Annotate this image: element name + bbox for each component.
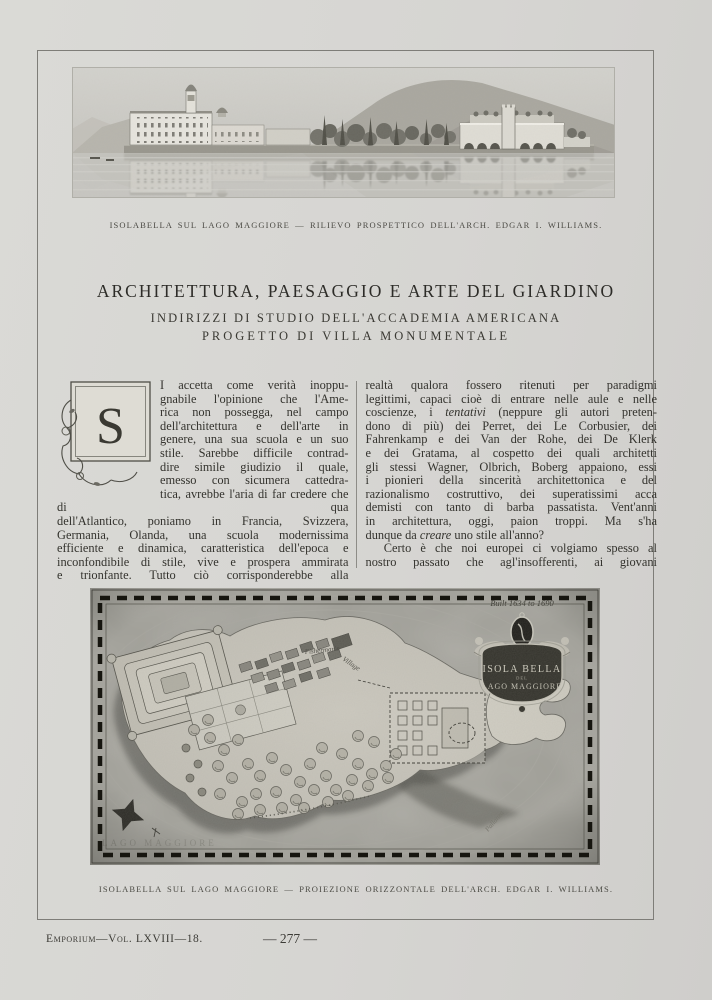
- text-line: gli stessi Wagner, Olbrich, Boberg appaiono, essi: [365, 459, 657, 474]
- panorama-illustration: [72, 67, 615, 198]
- text-line: realtà qualora fossero ritenuti per paradigmi: [365, 378, 657, 392]
- text-line: stile. Sarebbe difficile contrad-: [160, 445, 349, 460]
- text-line: emesso con sicumera cattedra-: [160, 473, 349, 488]
- text-line: Germania, Olanda, una scuola modernissima: [57, 527, 349, 542]
- text-line: genere, una sua scuola e un suo: [160, 432, 349, 447]
- plan-figure-caption: ISOLABELLA SUL LAGO MAGGIORE — PROIEZIONE ORIZZONTALE DELL'ARCH. EDGAR I. WILLIAMS.: [98, 884, 614, 894]
- top-figure-caption: ISOLABELLA SUL LAGO MAGGIORE — RILIEVO PROSPETTICO DELL'ARCH. EDGAR I. WILLIAMS.: [109, 220, 603, 230]
- text-line: tica, avrebbe l'aria di far credere che di qua: [57, 486, 352, 515]
- text-line: i pionieri della sincerità architettonica e del: [365, 473, 657, 488]
- text-line: e dei Gratama, al cospetto dei quali architetti: [365, 445, 657, 460]
- text-line: dell'Atlantico, poniamo in Francia, Svizzera,: [57, 513, 349, 528]
- text-line: legittimi, capaci cioè di entrare nelle aule e nelle: [365, 391, 657, 406]
- right-column: [366, 379, 658, 583]
- text-line: dire simile giudizio il quale,: [160, 459, 349, 474]
- island-plan-drawing: [90, 588, 600, 865]
- text-line: dell'architettura e dell'arte in: [160, 418, 349, 433]
- right-column-lines: [366, 379, 658, 569]
- footer-volume: Emporium—Vol. LXVIII—18.: [46, 933, 203, 945]
- text-line: rica non possegga, nel campo: [160, 405, 349, 420]
- text-line: e trionfante. Tutto ciò corrisponderebbe alla: [57, 568, 349, 583]
- text-line: nostro passato che agl'insofferenti, ai giovani: [365, 554, 657, 569]
- text-line: dunque da creare uno stile all'anno?: [365, 527, 545, 542]
- text-line: in architettura, oggi, paion troppi. Ma s'ha: [365, 513, 657, 528]
- ornamental-initial: [57, 380, 152, 488]
- article-title: ARCHITETTURA, PAESAGGIO E ARTE DEL GIARDINO: [96, 281, 616, 301]
- text-line: Fahrenkamp e dei Van der Rohe, dei De Klerk: [365, 432, 657, 447]
- text-line: Certo è che noi europei ci volgiamo spesso al: [365, 541, 657, 556]
- text-line: I accetta come verità inoppu-: [160, 378, 349, 392]
- island-plan-illustration: [90, 588, 600, 865]
- text-line: efficiente e dinamica, caratteristica dell'epoca e: [57, 541, 349, 556]
- footer-page-number: — 277 —: [263, 931, 317, 946]
- left-column: [57, 378, 352, 583]
- text-line: demisti con tanto di barba passatista. Vent'anni: [365, 500, 657, 515]
- article-body: [57, 379, 657, 583]
- text-line: razionalismo costruttivo, dei superatissimi acca: [365, 486, 657, 501]
- text-line: coscienze, i tentativi (neppure gli autori preten-: [365, 405, 658, 420]
- text-line: gnabile l'opinione che l'Ame-: [160, 391, 349, 406]
- article-subtitle-1: INDIRIZZI DI STUDIO DELL'ACCADEMIA AMERICANA: [150, 311, 562, 325]
- text-line: inconfondibile di stile, vive e prospera ammirata: [57, 554, 349, 569]
- text-line: dono di più) dei Perret, dei Le Corbusier, dei: [365, 418, 657, 433]
- panorama-drawing: [72, 67, 615, 198]
- dropcap-letter: S: [96, 398, 125, 455]
- article-subtitle-2: PROGETTO DI VILLA MONUMENTALE: [201, 329, 511, 343]
